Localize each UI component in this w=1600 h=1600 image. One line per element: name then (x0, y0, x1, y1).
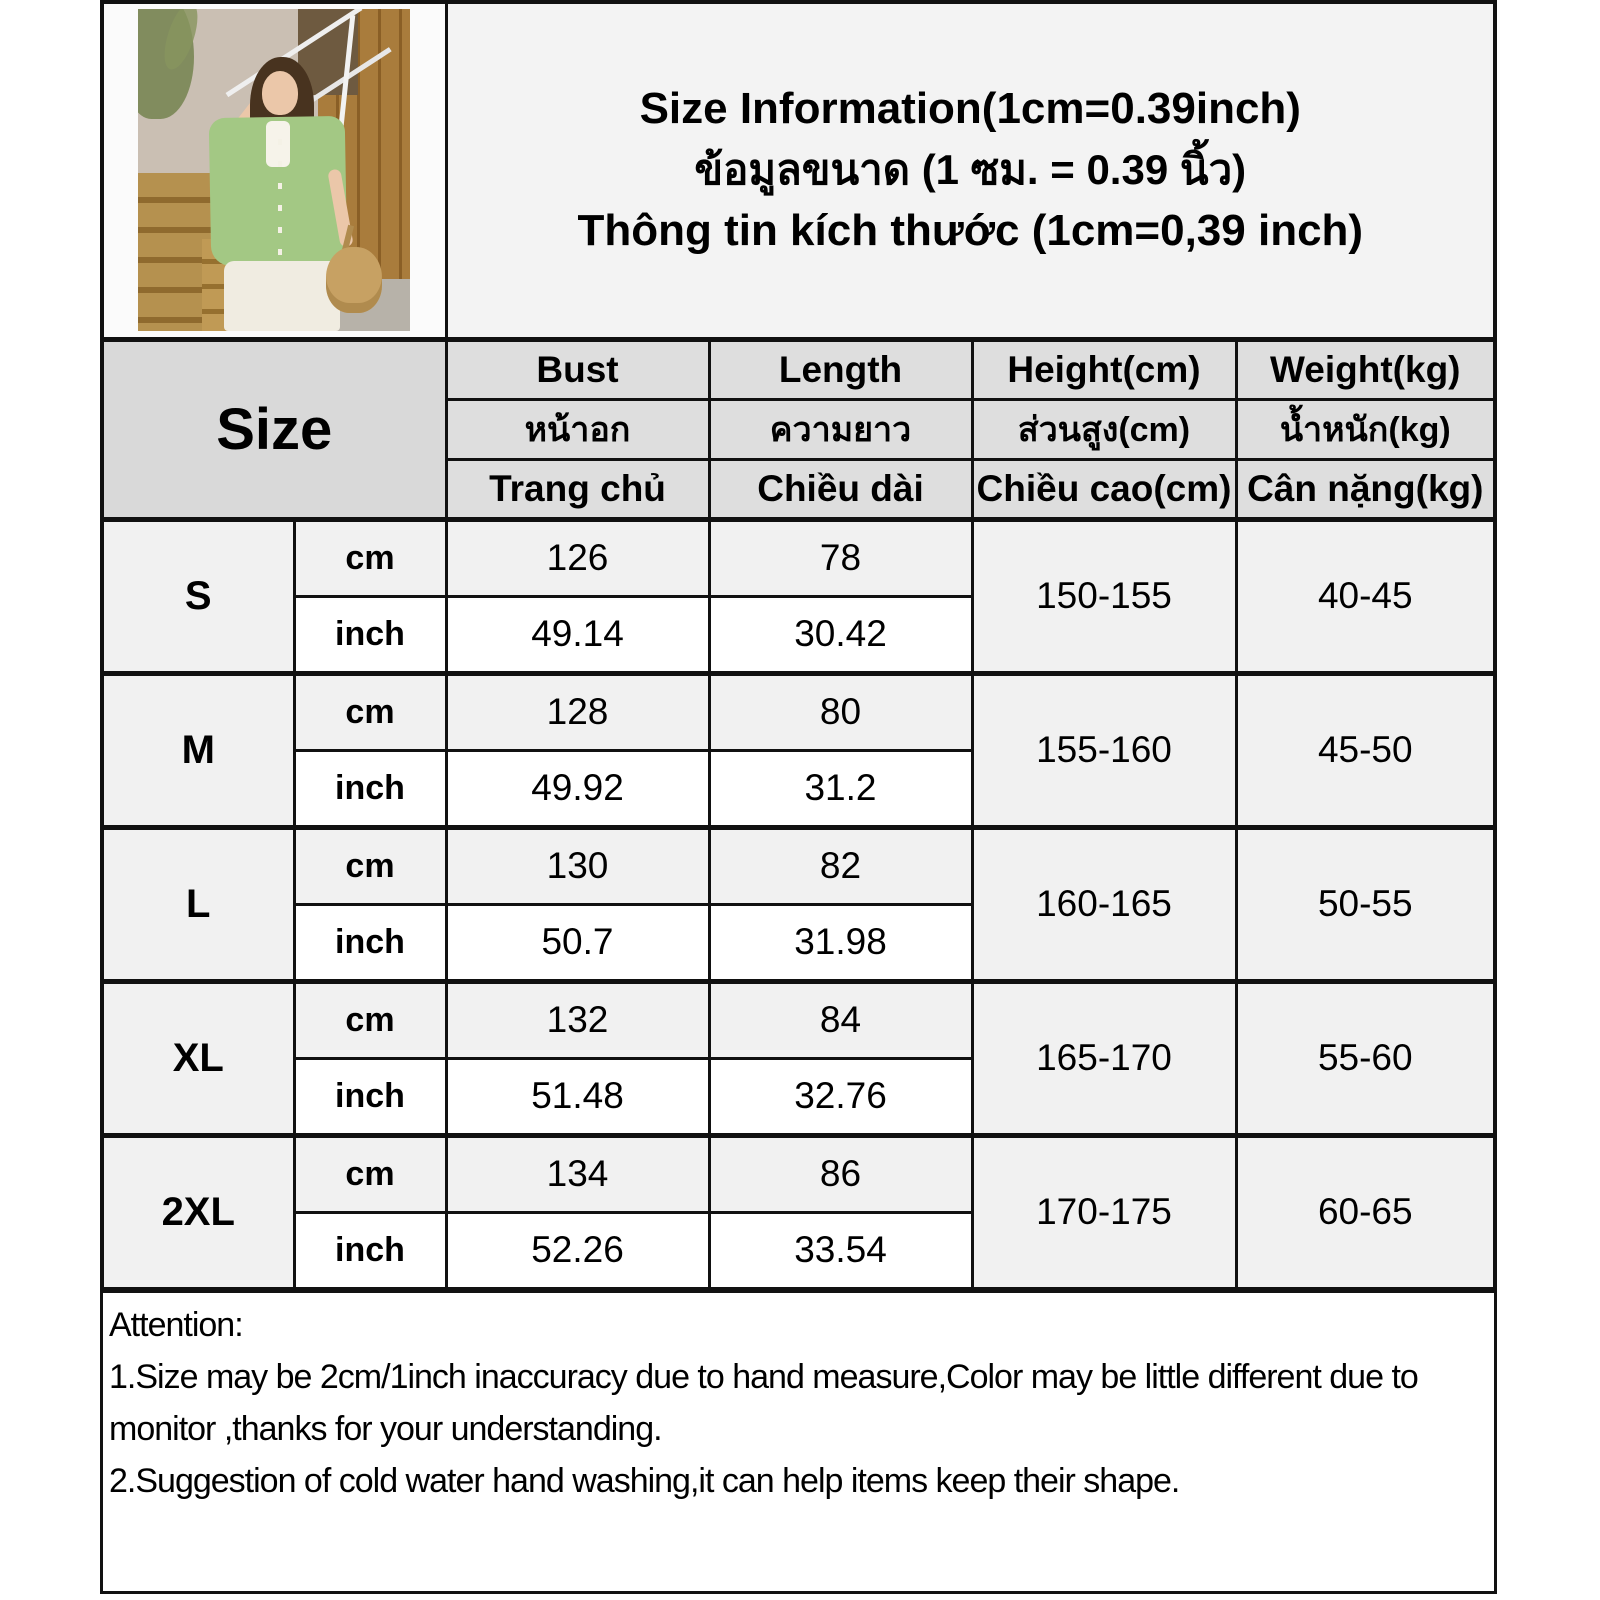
bust-cm-xl: 132 (446, 981, 709, 1058)
col-header-height-en: Height(cm) (972, 339, 1236, 399)
unit-cm: cm (294, 673, 446, 750)
size-label-xl: XL (102, 981, 294, 1135)
length-cm-m: 80 (709, 673, 972, 750)
weight-range-xl: 55-60 (1236, 981, 1495, 1135)
photo-white-skirt (224, 261, 340, 331)
size-label-2xl: 2XL (102, 1135, 294, 1289)
length-inch-2xl: 33.54 (709, 1212, 972, 1289)
photo-blouse-buttons (278, 139, 282, 259)
weight-range-l: 50-55 (1236, 827, 1495, 981)
photo-model-face (262, 71, 298, 115)
size-chart-table (100, 0, 1497, 1291)
col-header-length-vi: Chiều dài (709, 459, 972, 519)
title-cell (446, 2, 1495, 339)
unit-cm: cm (294, 827, 446, 904)
attention-box (100, 1290, 1497, 1594)
col-header-bust-en: Bust (446, 339, 709, 399)
weight-range-m: 45-50 (1236, 673, 1495, 827)
length-cm-2xl: 86 (709, 1135, 972, 1212)
col-header-weight-en: Weight(kg) (1236, 339, 1495, 399)
bust-inch-xl: 51.48 (446, 1058, 709, 1135)
attention-item-2: 2.Suggestion of cold water hand washing,it can help items keep their shape. (109, 1462, 1180, 1500)
bust-cm-2xl: 134 (446, 1135, 709, 1212)
unit-inch: inch (294, 904, 446, 981)
weight-range-2xl: 60-65 (1236, 1135, 1495, 1289)
height-range-xl: 165-170 (972, 981, 1236, 1135)
title-vietnamese: Thông tin kích thước (1cm=0,39 inch) (577, 206, 1364, 256)
bust-inch-m: 49.92 (446, 750, 709, 827)
unit-cm: cm (294, 519, 446, 596)
height-range-2xl: 170-175 (972, 1135, 1236, 1289)
unit-inch: inch (294, 1212, 446, 1289)
unit-inch: inch (294, 596, 446, 673)
height-range-m: 155-160 (972, 673, 1236, 827)
weight-range-s: 40-45 (1236, 519, 1495, 673)
height-range-s: 150-155 (972, 519, 1236, 673)
unit-inch: inch (294, 750, 446, 827)
length-cm-s: 78 (709, 519, 972, 596)
size-label-s: S (102, 519, 294, 673)
length-inch-m: 31.2 (709, 750, 972, 827)
bust-cm-m: 128 (446, 673, 709, 750)
col-header-height-vi: Chiều cao(cm) (972, 459, 1236, 519)
col-header-length-en: Length (709, 339, 972, 399)
size-label-l: L (102, 827, 294, 981)
col-header-bust-vi: Trang chủ (446, 459, 709, 519)
unit-cm: cm (294, 1135, 446, 1212)
bust-inch-l: 50.7 (446, 904, 709, 981)
length-inch-xl: 32.76 (709, 1058, 972, 1135)
title-english: Size Information(1cm=0.39inch) (639, 84, 1301, 134)
product-photo-cell (102, 2, 446, 339)
height-range-l: 160-165 (972, 827, 1236, 981)
product-photo (138, 9, 410, 331)
title-thai: ข้อมูลขนาด (1 ซม. = 0.39 นิ้ว) (694, 146, 1247, 194)
size-label-m: M (102, 673, 294, 827)
unit-inch: inch (294, 1058, 446, 1135)
col-header-height-th: ส่วนสูง(cm) (972, 399, 1236, 459)
bust-inch-s: 49.14 (446, 596, 709, 673)
length-cm-l: 82 (709, 827, 972, 904)
length-inch-l: 31.98 (709, 904, 972, 981)
unit-cm: cm (294, 981, 446, 1058)
bust-cm-s: 126 (446, 519, 709, 596)
col-header-weight-th: น้ำหนัก(kg) (1236, 399, 1495, 459)
attention-item-1: 1.Size may be 2cm/1inch inaccuracy due to hand measure,Color may be little different due to monitor ,thanks for your understanding. (109, 1358, 1418, 1448)
length-inch-s: 30.42 (709, 596, 972, 673)
bust-cm-l: 130 (446, 827, 709, 904)
length-cm-xl: 84 (709, 981, 972, 1058)
photo-straw-bag (326, 247, 382, 313)
col-header-weight-vi: Cân nặng(kg) (1236, 459, 1495, 519)
bust-inch-2xl: 52.26 (446, 1212, 709, 1289)
col-header-length-th: ความยาว (709, 399, 972, 459)
attention-heading: Attention: (109, 1306, 243, 1344)
col-header-bust-th: หน้าอก (446, 399, 709, 459)
size-header-cell: Size (102, 339, 446, 519)
